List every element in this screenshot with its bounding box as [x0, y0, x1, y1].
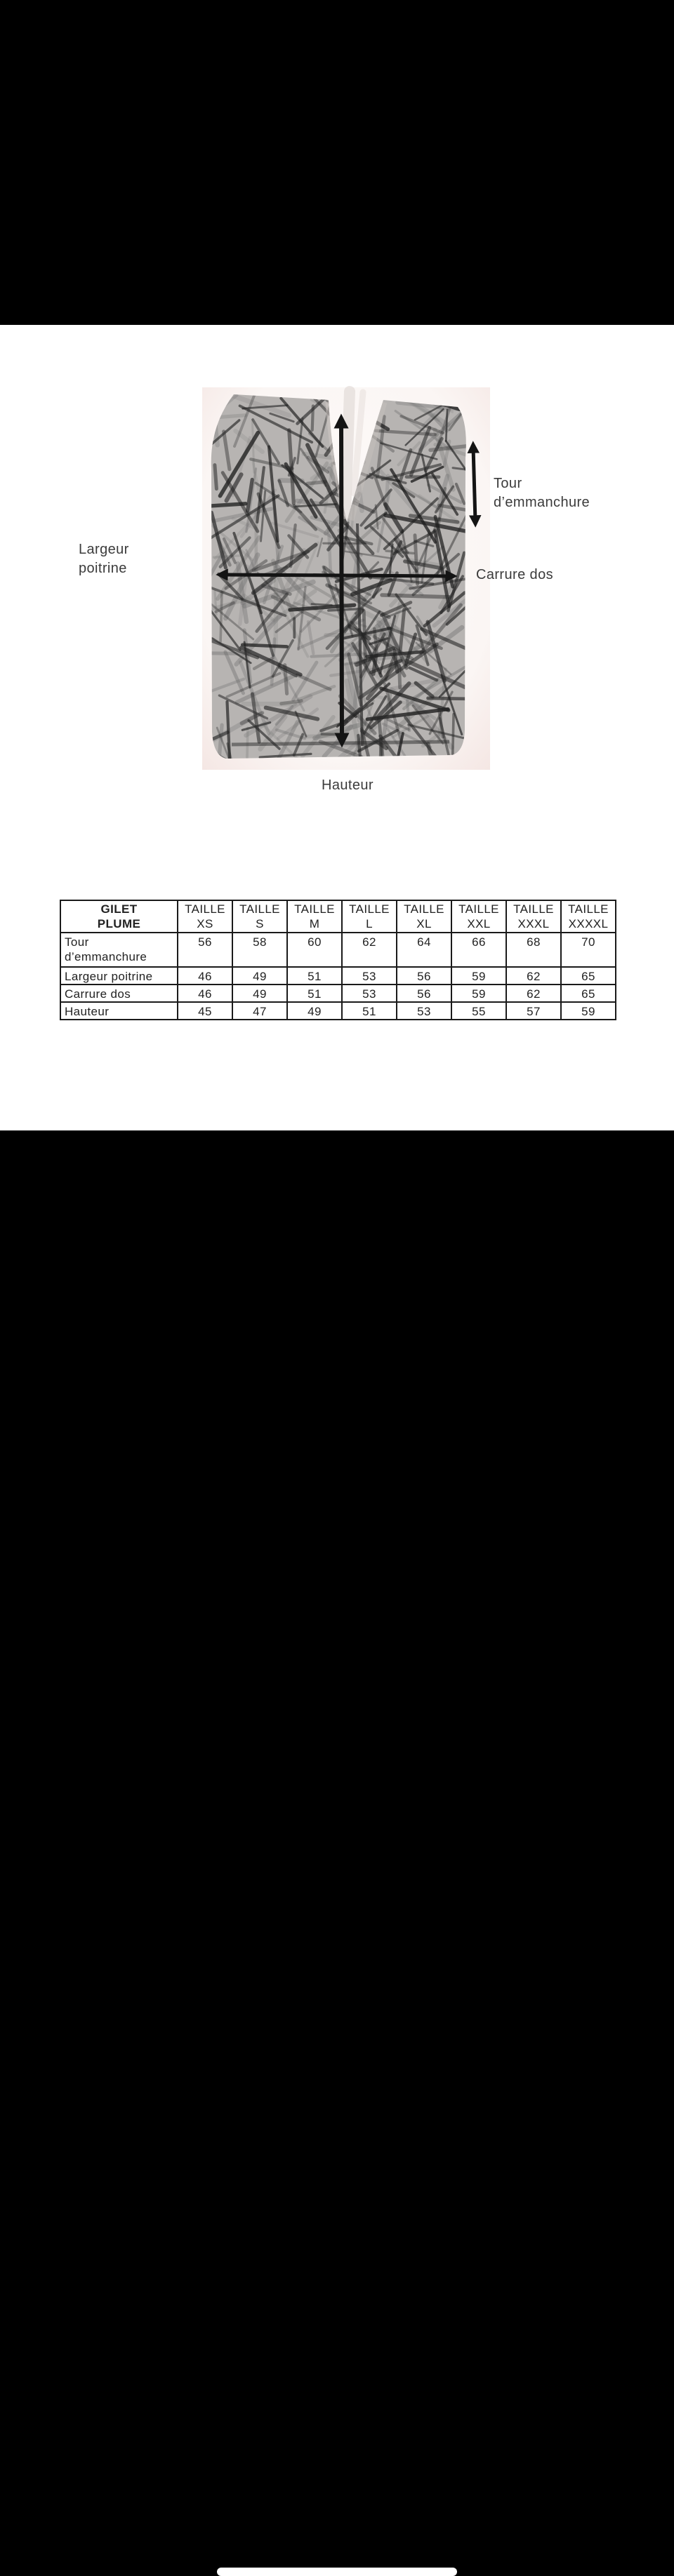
label-line: Largeur — [79, 540, 129, 559]
size-value-cell: 62 — [506, 967, 561, 985]
table-row — [60, 933, 616, 967]
size-value-cell: 57 — [506, 1002, 561, 1020]
measurement-label-cell — [60, 967, 178, 985]
label-line: d’emmanchure — [65, 949, 177, 964]
label-line: poitrine — [79, 559, 129, 578]
header-line: TAILLE — [562, 902, 615, 916]
armhole-arrow — [473, 447, 475, 521]
size-value-cell: 46 — [178, 967, 232, 985]
size-value-cell: 62 — [342, 933, 397, 967]
header-line: TAILLE — [343, 902, 396, 916]
size-value-cell: 70 — [561, 933, 616, 967]
size-value-cell: 56 — [397, 967, 451, 985]
size-value-cell: 60 — [287, 933, 342, 967]
size-column-header — [506, 900, 561, 933]
carrure-dos-label — [476, 566, 553, 585]
size-value-cell: 51 — [287, 985, 342, 1002]
measurement-label-cell — [60, 1002, 178, 1020]
header-line: TAILLE — [288, 902, 341, 916]
size-value-cell: 59 — [561, 1002, 616, 1020]
size-value-cell: 45 — [178, 1002, 232, 1020]
size-value-cell: 59 — [451, 985, 506, 1002]
label-line: d’emmanchure — [494, 493, 590, 512]
size-value-cell: 53 — [342, 985, 397, 1002]
size-value-cell: 66 — [451, 933, 506, 967]
largeur-poitrine-label — [79, 540, 129, 578]
header-line: XL — [397, 916, 451, 931]
header-line: TAILLE — [452, 902, 505, 916]
header-line: XXXL — [507, 916, 560, 931]
header-line: TAILLE — [178, 902, 232, 916]
label-line: Carrure dos — [65, 987, 177, 1001]
header-line: L — [343, 916, 396, 931]
size-table — [60, 900, 616, 1020]
chest-width-arrow — [222, 575, 451, 576]
image-viewer-content — [0, 325, 674, 1130]
table-row — [60, 967, 616, 985]
header-line: XXL — [452, 916, 505, 931]
size-column-header — [178, 900, 232, 933]
size-value-cell: 49 — [287, 1002, 342, 1020]
tour-demmanchure-label — [494, 474, 590, 512]
size-value-cell: 58 — [232, 933, 287, 967]
product-name-header — [60, 900, 178, 933]
home-indicator-bar[interactable] — [217, 2568, 457, 2576]
size-value-cell: 65 — [561, 967, 616, 985]
label-line: Tour — [65, 935, 177, 949]
size-value-cell: 56 — [178, 933, 232, 967]
header-line: M — [288, 916, 341, 931]
size-value-cell: 46 — [178, 985, 232, 1002]
header-line: PLUME — [61, 916, 177, 931]
size-value-cell: 65 — [561, 985, 616, 1002]
size-value-cell: 59 — [451, 967, 506, 985]
letterbox-top — [0, 0, 674, 325]
header-line: GILET — [61, 902, 177, 916]
header-line: TAILLE — [233, 902, 286, 916]
header-line: XXXXL — [562, 916, 615, 931]
size-value-cell: 51 — [287, 967, 342, 985]
size-value-cell: 49 — [232, 985, 287, 1002]
size-value-cell: 64 — [397, 933, 451, 967]
label-line: Carrure dos — [476, 566, 553, 585]
size-value-cell: 68 — [506, 933, 561, 967]
size-value-cell: 49 — [232, 967, 287, 985]
measurement-label-cell — [60, 933, 178, 967]
size-column-header — [342, 900, 397, 933]
label-line: Hauteur — [322, 776, 374, 795]
header-line: TAILLE — [507, 902, 560, 916]
table-row — [60, 985, 616, 1002]
size-value-cell: 56 — [397, 985, 451, 1002]
size-value-cell: 62 — [506, 985, 561, 1002]
header-line: TAILLE — [397, 902, 451, 916]
size-column-header — [397, 900, 451, 933]
header-line: XS — [178, 916, 232, 931]
hauteur-label — [322, 776, 374, 795]
label-line: Hauteur — [65, 1004, 177, 1019]
size-value-cell: 51 — [342, 1002, 397, 1020]
size-value-cell: 47 — [232, 1002, 287, 1020]
shirt-shading — [345, 392, 350, 514]
letterbox-bottom — [0, 1130, 674, 1460]
measurement-label-cell — [60, 985, 178, 1002]
header-line: S — [233, 916, 286, 931]
table-row — [60, 1002, 616, 1020]
size-value-cell: 55 — [451, 1002, 506, 1020]
height-arrow — [341, 421, 342, 740]
size-value-cell: 53 — [397, 1002, 451, 1020]
size-column-header — [451, 900, 506, 933]
size-column-header — [287, 900, 342, 933]
label-line: Tour — [494, 474, 590, 493]
label-line: Largeur poitrine — [65, 969, 177, 984]
size-column-header — [561, 900, 616, 933]
size-value-cell: 53 — [342, 967, 397, 985]
size-column-header — [232, 900, 287, 933]
